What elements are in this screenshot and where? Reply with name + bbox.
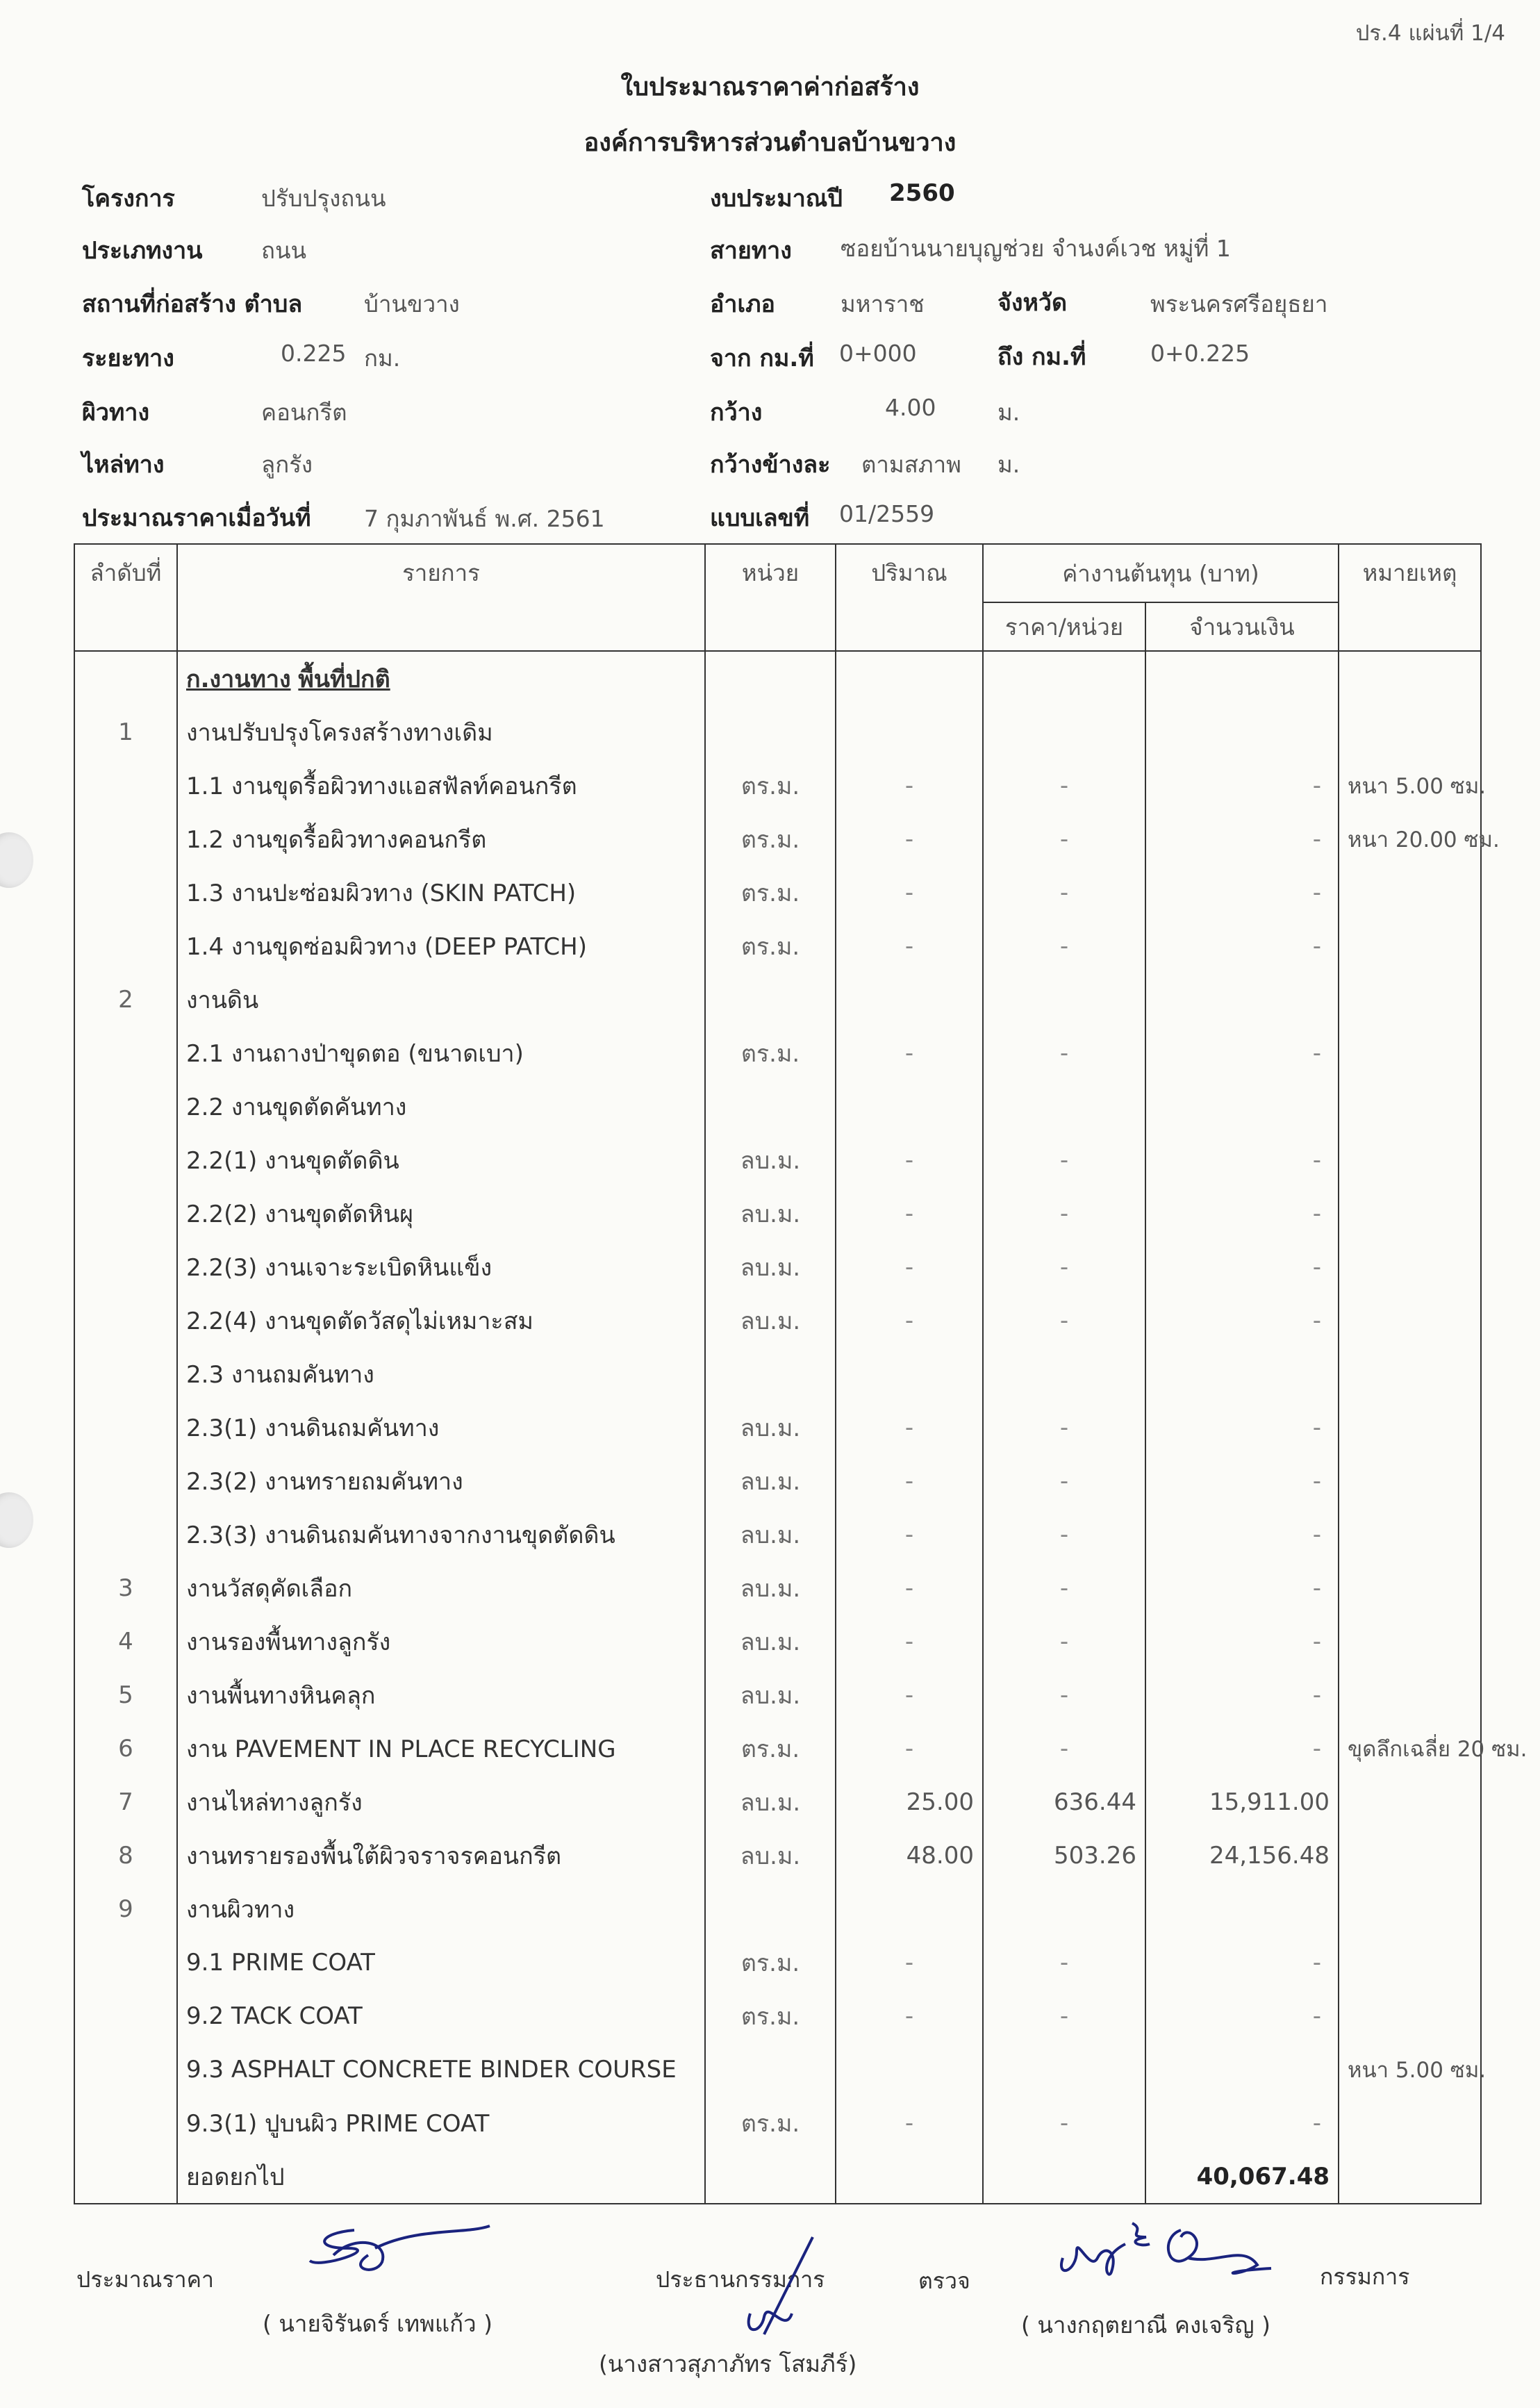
row-item: 1.3 งานปะซ่อมผิวทาง (SKIN PATCH) (177, 866, 705, 919)
row-qty: - (836, 1026, 983, 1080)
table-row (74, 1882, 1481, 1936)
row-qty: 25.00 (836, 1775, 983, 1829)
row-item: 2.1 งานถางป่าขุดตอ (ขนาดเบา) (177, 1026, 705, 1080)
row-amount: - (1145, 1187, 1339, 1240)
row-remark (1339, 1240, 1481, 1294)
row-unit: ตร.ม. (705, 812, 836, 866)
row-unit-price: - (983, 1026, 1145, 1080)
row-item: งานไหล่ทางลูกรัง (177, 1775, 705, 1829)
district-value: มหาราช (841, 290, 925, 318)
surface-label: ผิวทาง (82, 399, 150, 427)
row-unit-price: - (983, 1240, 1145, 1294)
row-qty: - (836, 1936, 983, 1989)
route-label: สายทาง (710, 237, 792, 265)
table-row (74, 973, 1481, 1026)
row-item: 2.3 งานถมคันทาง (177, 1347, 705, 1401)
carry-total: 40,067.48 (1145, 2150, 1339, 2204)
row-remark (1339, 919, 1481, 973)
side-width-value: ตามสภาพ (861, 451, 961, 478)
from-km-label: จาก กม.ที่ (710, 345, 814, 372)
organization-name: องค์การบริหารส่วนตำบลบ้านขวาง (583, 129, 957, 157)
row-amount (1145, 705, 1339, 759)
table-row (74, 759, 1481, 812)
row-item: 2.2(4) งานขุดตัดวัสดุไม่เหมาะสม (177, 1294, 705, 1347)
estimate-date-value: 7 กุมภาพันธ์ พ.ศ. 2561 (364, 505, 605, 532)
row-qty: - (836, 1668, 983, 1722)
row-remark (1339, 1294, 1481, 1347)
row-unit (705, 705, 836, 759)
project-value: ปรับปรุงถนน (261, 185, 386, 212)
row-unit-price: - (983, 812, 1145, 866)
row-qty: - (836, 1401, 983, 1454)
row-no (74, 1508, 177, 1561)
row-no (74, 2043, 177, 2096)
punch-hole-bottom (0, 1492, 33, 1548)
row-remark (1339, 1989, 1481, 2043)
row-amount (1145, 973, 1339, 1026)
table-row (74, 705, 1481, 759)
header-amount: จำนวนเงิน (1145, 602, 1339, 651)
row-unit-price: - (983, 1668, 1145, 1722)
row-amount: - (1145, 1133, 1339, 1187)
row-unit-price: - (983, 1936, 1145, 1989)
checker-label: ตรวจ (918, 2268, 970, 2294)
row-qty: - (836, 1294, 983, 1347)
row-unit (705, 1080, 836, 1133)
header-cost: ค่างานต้นทุน (บาท) (983, 544, 1339, 602)
table-row (74, 812, 1481, 866)
carry-remark (1339, 2150, 1481, 2204)
row-remark (1339, 1347, 1481, 1401)
row-remark (1339, 1829, 1481, 1882)
route-value: ซอยบ้านนายบุญช่วย จำนงค์เวช หมู่ที่ 1 (841, 235, 1231, 262)
row-amount: - (1145, 1508, 1339, 1561)
row-unit-price (983, 2043, 1145, 2096)
row-no (74, 1294, 177, 1347)
section-row (74, 651, 1481, 705)
table-row (74, 1936, 1481, 1989)
row-remark: หนา 5.00 ซม. (1339, 759, 1481, 812)
width-value: 4.00 (885, 394, 936, 421)
row-no (74, 2096, 177, 2150)
row-amount: - (1145, 1454, 1339, 1508)
row-item: 2.3(1) งานดินถมคันทาง (177, 1401, 705, 1454)
row-item: 2.2(3) งานเจาะระเบิดหินแข็ง (177, 1240, 705, 1294)
row-remark (1339, 1615, 1481, 1668)
table-row (74, 1668, 1481, 1722)
row-unit: ตร.ม. (705, 1989, 836, 2043)
row-unit: ลบ.ม. (705, 1401, 836, 1454)
from-km-value: 0+000 (839, 340, 917, 367)
table-row (74, 1080, 1481, 1133)
row-qty: - (836, 1508, 983, 1561)
table-row (74, 1187, 1481, 1240)
budget-label: งบประมาณปี (710, 185, 843, 213)
shoulder-value: ลูกรัง (261, 451, 313, 478)
row-item: 2.3(2) งานทรายถมคันทาง (177, 1454, 705, 1508)
row-remark (1339, 973, 1481, 1026)
row-item: งานพื้นทางหินคลุก (177, 1668, 705, 1722)
row-qty: - (836, 1240, 983, 1294)
row-amount: - (1145, 759, 1339, 812)
row-unit: ลบ.ม. (705, 1187, 836, 1240)
table-row (74, 1240, 1481, 1294)
row-amount (1145, 1347, 1339, 1401)
row-no: 7 (74, 1775, 177, 1829)
row-remark (1339, 2096, 1481, 2150)
province-value: พระนครศรีอยุธยา (1150, 290, 1328, 318)
carry-label: ยอดยกไป (177, 2150, 705, 2204)
table-row (74, 1401, 1481, 1454)
row-unit: ลบ.ม. (705, 1829, 836, 1882)
row-unit-price: - (983, 1615, 1145, 1668)
row-amount: - (1145, 2096, 1339, 2150)
row-unit (705, 1347, 836, 1401)
width-label: กว้าง (710, 399, 763, 427)
row-qty: - (836, 919, 983, 973)
row-qty: - (836, 1454, 983, 1508)
table-row (74, 1615, 1481, 1668)
distance-value: 0.225 (281, 340, 347, 367)
row-unit-price (983, 705, 1145, 759)
row-unit-price: - (983, 1401, 1145, 1454)
cost-estimate-table (74, 543, 1527, 2204)
province-label: จังหวัด (997, 289, 1068, 317)
row-amount: - (1145, 866, 1339, 919)
row-item: งานทรายรองพื้นใต้ผิวจราจรคอนกรีต (177, 1829, 705, 1882)
row-item: 2.2(1) งานขุดตัดดิน (177, 1133, 705, 1187)
row-no: 9 (74, 1882, 177, 1936)
row-no (74, 1187, 177, 1240)
header-item: รายการ (177, 544, 705, 651)
row-amount (1145, 2043, 1339, 2096)
header-remark: หมายเหตุ (1339, 544, 1481, 651)
row-remark (1339, 1668, 1481, 1722)
row-unit-price: - (983, 1989, 1145, 2043)
shoulder-label: ไหล่ทาง (82, 451, 165, 479)
table-row (74, 1722, 1481, 1775)
estimator-signature (306, 2220, 493, 2283)
to-km-value: 0+0.225 (1150, 340, 1250, 367)
row-qty: - (836, 812, 983, 866)
table-row (74, 919, 1481, 973)
row-unit-price: - (983, 1187, 1145, 1240)
carry-unit (705, 2150, 836, 2204)
row-unit: ลบ.ม. (705, 1775, 836, 1829)
distance-unit: กม. (364, 345, 401, 372)
row-no (74, 919, 177, 973)
table-row (74, 1829, 1481, 1882)
row-unit: ลบ.ม. (705, 1240, 836, 1294)
table-row (74, 1026, 1481, 1080)
document-title: ใบประมาณราคาค่าก่อสร้าง (620, 73, 920, 101)
row-item: 9.2 TACK COAT (177, 1989, 705, 2043)
row-no (74, 1347, 177, 1401)
row-no: 5 (74, 1668, 177, 1722)
row-item: 9.1 PRIME COAT (177, 1936, 705, 1989)
table-row (74, 1989, 1481, 2043)
row-item: 9.3 ASPHALT CONCRETE BINDER COURSE (177, 2043, 705, 2096)
row-unit-price (983, 1347, 1145, 1401)
checker-signature (1049, 2216, 1278, 2286)
row-remark (1339, 1133, 1481, 1187)
row-unit: ลบ.ม. (705, 1294, 836, 1347)
checker-name: ( นางกฤตยาณี คงเจริญ ) (1021, 2311, 1270, 2339)
design-value: 01/2559 (839, 500, 935, 527)
row-remark (1339, 1080, 1481, 1133)
row-item: งานดิน (177, 973, 705, 1026)
row-remark (1339, 1936, 1481, 1989)
row-unit: ตร.ม. (705, 1936, 836, 1989)
row-unit: ตร.ม. (705, 2096, 836, 2150)
row-unit-price: - (983, 919, 1145, 973)
row-no (74, 1026, 177, 1080)
site-value: บ้านขวาง (364, 290, 460, 318)
row-qty: - (836, 1133, 983, 1187)
row-item: งานผิวทาง (177, 1882, 705, 1936)
row-amount: 15,911.00 (1145, 1775, 1339, 1829)
row-remark (1339, 705, 1481, 759)
row-qty (836, 2043, 983, 2096)
estimator-name: ( นายจิรันดร์ เทพแก้ว ) (263, 2310, 492, 2337)
row-qty: - (836, 866, 983, 919)
row-unit: ลบ.ม. (705, 1454, 836, 1508)
row-unit: ลบ.ม. (705, 1508, 836, 1561)
project-label: โครงการ (82, 185, 175, 213)
row-item: งานปรับปรุงโครงสร้างทางเดิม (177, 705, 705, 759)
row-unit: ลบ.ม. (705, 1561, 836, 1615)
row-remark (1339, 1882, 1481, 1936)
header-unit: หน่วย (705, 544, 836, 651)
row-remark (1339, 1454, 1481, 1508)
row-amount: - (1145, 812, 1339, 866)
table-row (74, 2043, 1481, 2096)
table-row (74, 1775, 1481, 1829)
row-no (74, 1454, 177, 1508)
row-qty (836, 1080, 983, 1133)
row-amount: - (1145, 1401, 1339, 1454)
row-amount: - (1145, 1615, 1339, 1668)
row-amount: - (1145, 1936, 1339, 1989)
row-amount: - (1145, 919, 1339, 973)
row-unit-price (983, 1080, 1145, 1133)
table-row (74, 1508, 1481, 1561)
row-qty: - (836, 1187, 983, 1240)
row-remark (1339, 1775, 1481, 1829)
row-amount: - (1145, 1026, 1339, 1080)
row-qty (836, 973, 983, 1026)
side-width-label: กว้างข้างละ (710, 451, 831, 479)
row-unit-price: - (983, 1454, 1145, 1508)
chair-label: ประธานกรรมการ (656, 2266, 825, 2293)
row-qty: - (836, 1561, 983, 1615)
row-remark (1339, 866, 1481, 919)
carry-forward-row (74, 2150, 1481, 2204)
row-unit-price: - (983, 759, 1145, 812)
section-road-work: ก.งานทาง (186, 665, 291, 693)
row-no (74, 1080, 177, 1133)
row-no (74, 1240, 177, 1294)
table-row (74, 1294, 1481, 1347)
row-unit (705, 2043, 836, 2096)
section-normal-area: พื้นที่ปกติ (298, 665, 390, 693)
row-amount: - (1145, 1668, 1339, 1722)
header-qty: ปริมาณ (836, 544, 983, 651)
row-unit-price: - (983, 1722, 1145, 1775)
district-label: อำเภอ (710, 290, 775, 318)
budget-value: 2560 (889, 179, 955, 207)
row-item: 1.1 งานขุดรื้อผิวทางแอสฟัลท์คอนกรีต (177, 759, 705, 812)
header-unit-price: ราคา/หน่วย (983, 602, 1145, 651)
row-qty: - (836, 1722, 983, 1775)
chair-signature (722, 2230, 847, 2341)
row-unit (705, 973, 836, 1026)
side-width-unit: ม. (997, 451, 1020, 478)
row-remark (1339, 1187, 1481, 1240)
carry-qty (836, 2150, 983, 2204)
row-no (74, 759, 177, 812)
committee-label: กรรมการ (1320, 2263, 1410, 2290)
row-item: 9.3(1) ปูบนผิว PRIME COAT (177, 2096, 705, 2150)
row-qty: - (836, 2096, 983, 2150)
row-remark (1339, 1561, 1481, 1615)
carry-price (983, 2150, 1145, 2204)
row-amount: 24,156.48 (1145, 1829, 1339, 1882)
row-unit-price: - (983, 2096, 1145, 2150)
row-no: 2 (74, 973, 177, 1026)
row-no: 6 (74, 1722, 177, 1775)
row-amount: - (1145, 1561, 1339, 1615)
row-remark: ขุดลึกเฉลี่ย 20 ซม. (1339, 1722, 1481, 1775)
row-unit: ลบ.ม. (705, 1615, 836, 1668)
row-amount: - (1145, 1722, 1339, 1775)
row-unit: ตร.ม. (705, 759, 836, 812)
row-no: 1 (74, 705, 177, 759)
site-label: สถานที่ก่อสร้าง ตำบล (82, 290, 303, 318)
row-unit: ตร.ม. (705, 919, 836, 973)
carry-no (74, 2150, 177, 2204)
row-remark (1339, 1508, 1481, 1561)
table-row (74, 1561, 1481, 1615)
row-unit: ตร.ม. (705, 1722, 836, 1775)
row-item: 2.2 งานขุดตัดคันทาง (177, 1080, 705, 1133)
row-item: 2.2(2) งานขุดตัดหินผุ (177, 1187, 705, 1240)
row-remark (1339, 1401, 1481, 1454)
row-no: 8 (74, 1829, 177, 1882)
row-unit-price: - (983, 1294, 1145, 1347)
row-amount: - (1145, 1989, 1339, 2043)
row-unit: ลบ.ม. (705, 1668, 836, 1722)
row-unit: ลบ.ม. (705, 1133, 836, 1187)
row-remark (1339, 1026, 1481, 1080)
row-no (74, 1936, 177, 1989)
row-qty: - (836, 759, 983, 812)
punch-hole-top (0, 832, 33, 888)
table-row (74, 1133, 1481, 1187)
row-qty: 48.00 (836, 1829, 983, 1882)
row-unit: ตร.ม. (705, 866, 836, 919)
worktype-label: ประเภทงาน (82, 237, 203, 265)
row-no (74, 866, 177, 919)
row-item: 1.2 งานขุดรื้อผิวทางคอนกรีต (177, 812, 705, 866)
row-amount (1145, 1882, 1339, 1936)
row-item: งานรองพื้นทางลูกรัง (177, 1615, 705, 1668)
width-unit: ม. (997, 399, 1020, 426)
row-item: งาน PAVEMENT IN PLACE RECYCLING (177, 1722, 705, 1775)
row-unit-price: 503.26 (983, 1829, 1145, 1882)
row-unit: ตร.ม. (705, 1026, 836, 1080)
row-item: 2.3(3) งานดินถมคันทางจากงานขุดตัดดิน (177, 1508, 705, 1561)
page-code: ปร.4 แผ่นที่ 1/4 (1355, 21, 1505, 46)
row-unit-price: - (983, 866, 1145, 919)
row-no: 3 (74, 1561, 177, 1615)
estimate-date-label: ประมาณราคาเมื่อวันที่ (82, 504, 311, 532)
table-row (74, 1347, 1481, 1401)
row-unit-price: - (983, 1561, 1145, 1615)
to-km-label: ถึง กม.ที่ (997, 343, 1086, 371)
worktype-value: ถนน (261, 237, 307, 264)
row-item: 1.4 งานขุดซ่อมผิวทาง (DEEP PATCH) (177, 919, 705, 973)
row-qty (836, 1882, 983, 1936)
row-no (74, 1989, 177, 2043)
row-unit-price: 636.44 (983, 1775, 1145, 1829)
chair-name: (นางสาวสุภาภัทร โสมภีร์) (599, 2350, 857, 2377)
surface-value: คอนกรีต (261, 399, 347, 426)
row-amount: - (1145, 1294, 1339, 1347)
row-no (74, 1133, 177, 1187)
row-unit (705, 1882, 836, 1936)
row-no (74, 812, 177, 866)
row-unit-price: - (983, 1508, 1145, 1561)
table-row (74, 2096, 1481, 2150)
row-unit-price: - (983, 1133, 1145, 1187)
estimator-label: ประมาณราคา (76, 2266, 214, 2293)
table-row (74, 866, 1481, 919)
row-qty: - (836, 1615, 983, 1668)
row-remark: หนา 5.00 ซม. (1339, 2043, 1481, 2096)
row-no (74, 1401, 177, 1454)
row-amount (1145, 1080, 1339, 1133)
row-unit-price (983, 1882, 1145, 1936)
table-row (74, 1454, 1481, 1508)
row-unit-price (983, 973, 1145, 1026)
row-item: งานวัสดุคัดเลือก (177, 1561, 705, 1615)
header-no: ลำดับที่ (74, 544, 177, 651)
row-qty (836, 1347, 983, 1401)
distance-label: ระยะทาง (82, 345, 174, 372)
row-amount: - (1145, 1240, 1339, 1294)
design-label: แบบเลขที่ (710, 504, 810, 532)
row-no: 4 (74, 1615, 177, 1668)
row-remark: หนา 20.00 ซม. (1339, 812, 1481, 866)
row-qty: - (836, 1989, 983, 2043)
row-qty (836, 705, 983, 759)
